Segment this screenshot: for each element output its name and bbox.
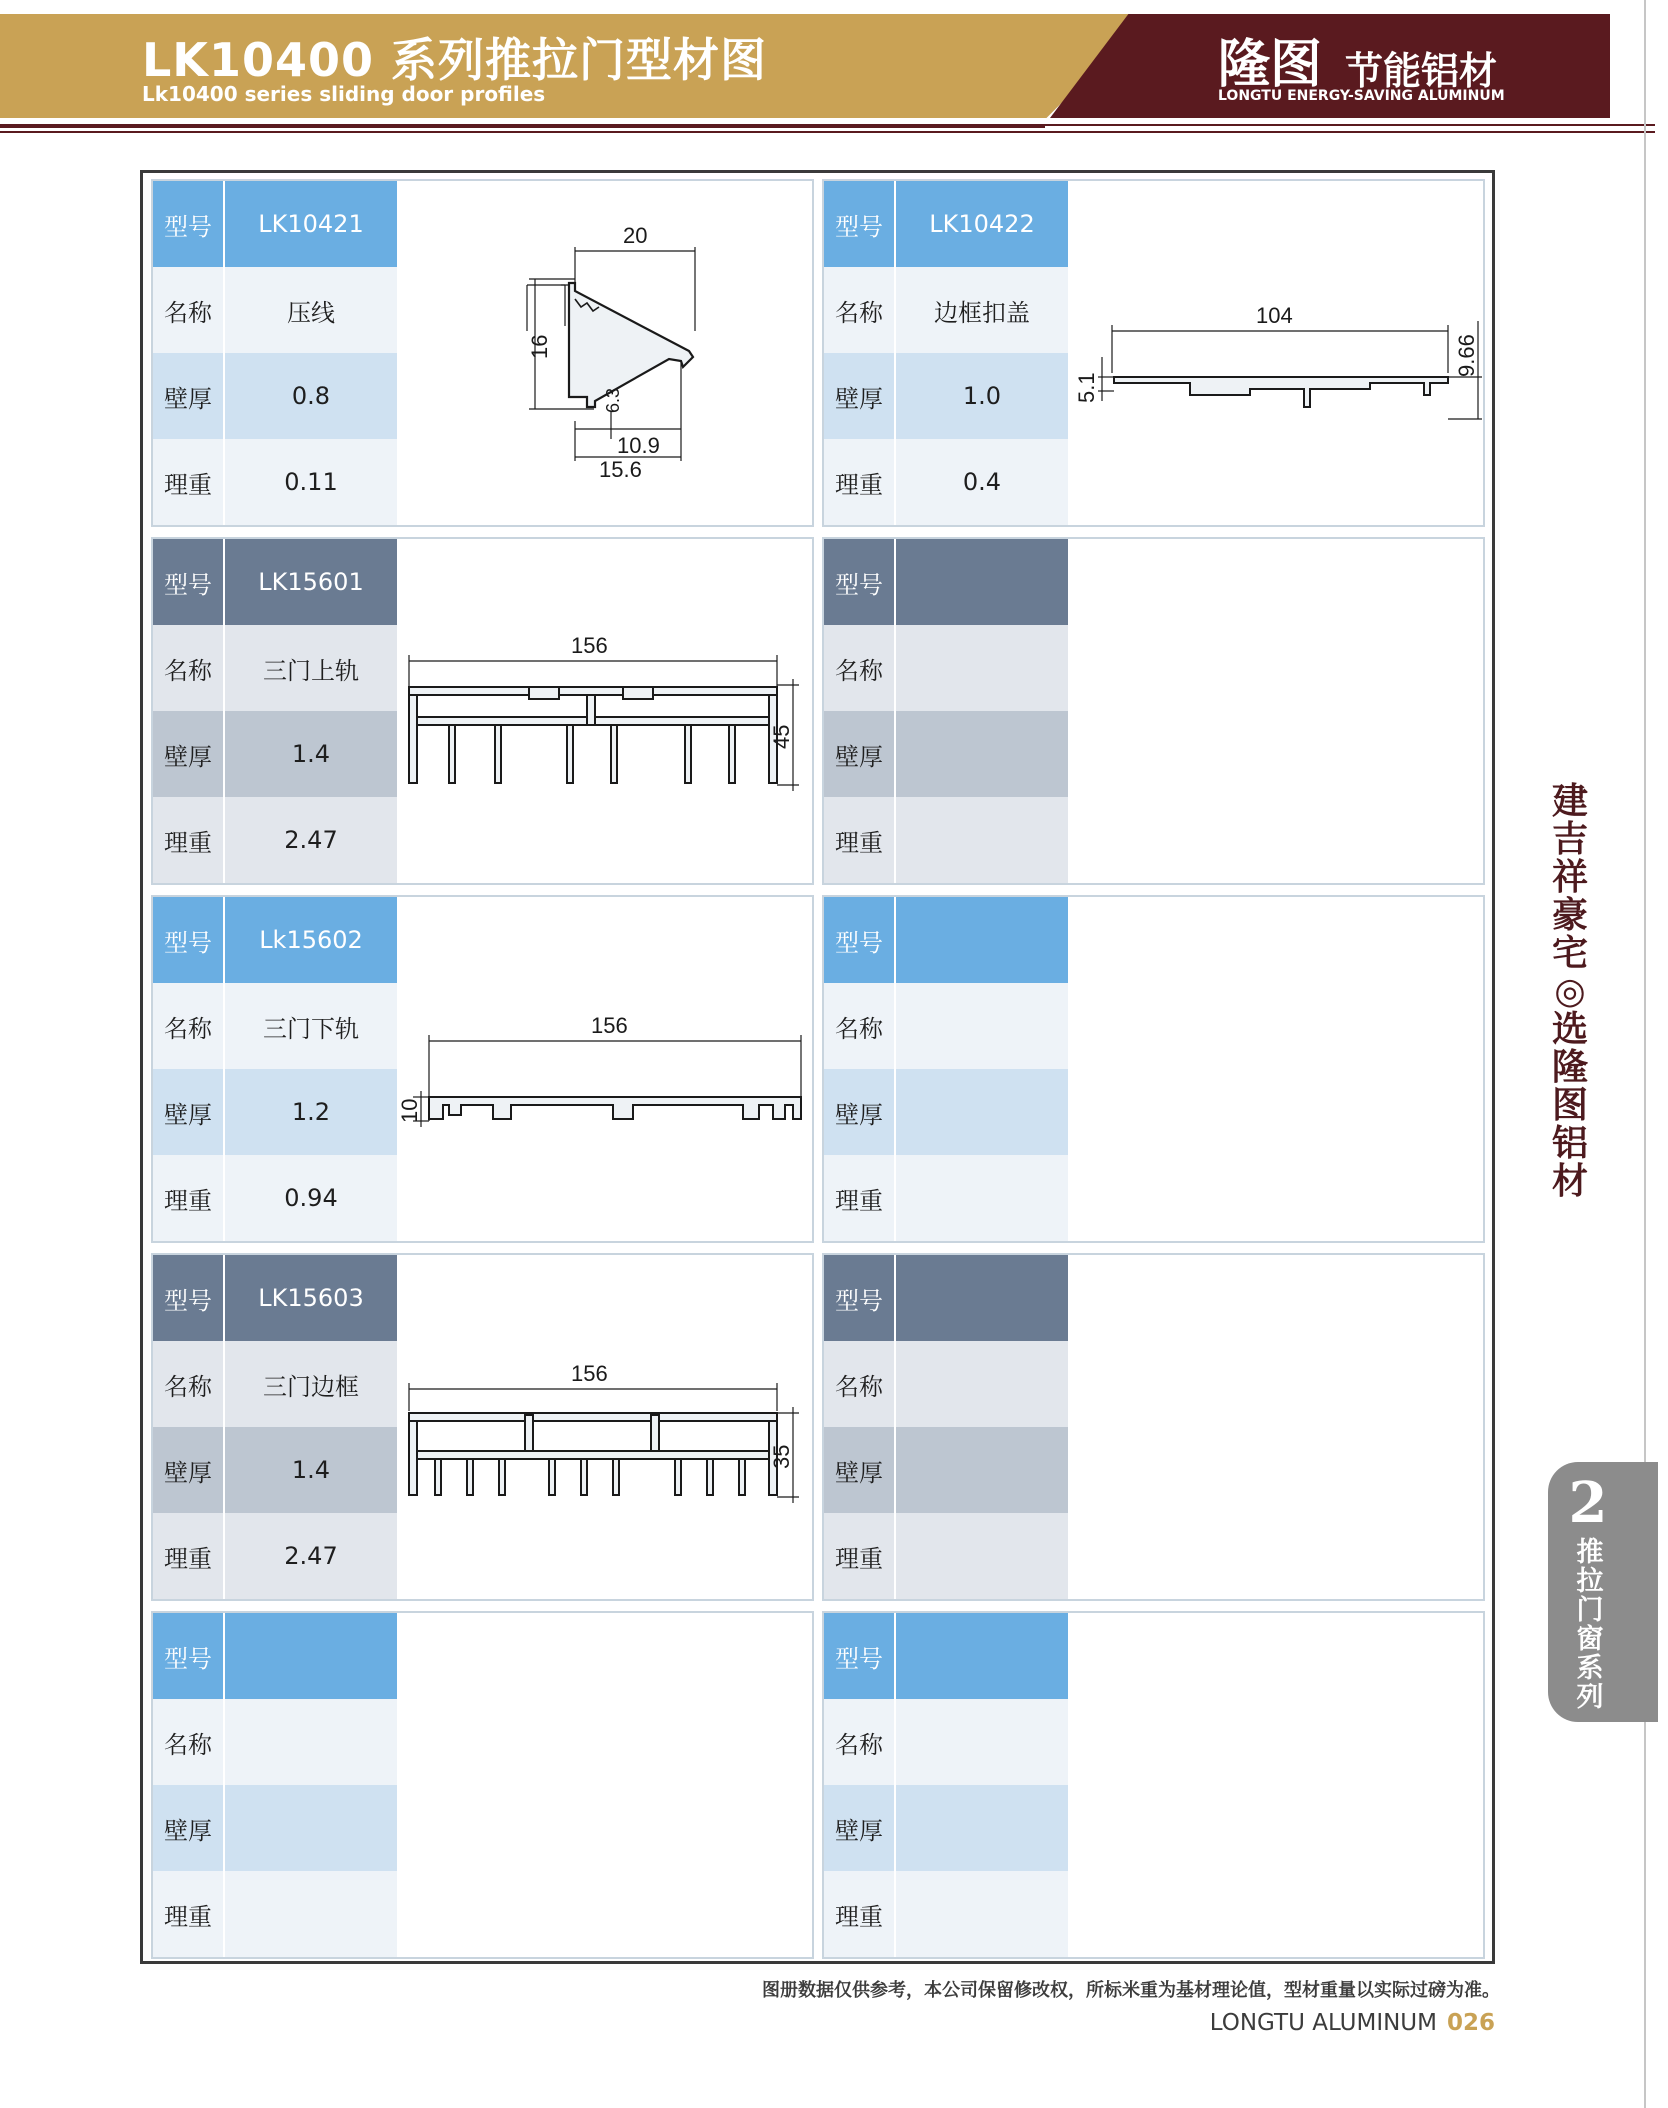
label-name: 名称 [153, 983, 223, 1069]
label-thickness: 壁厚 [153, 711, 223, 797]
slogan-char: 铝 [1551, 1122, 1588, 1164]
footer-brand-name: LONGTU ALUMINUM [1209, 2010, 1437, 2036]
label-weight: 理重 [153, 1871, 223, 1957]
label-name: 名称 [153, 1699, 223, 1785]
row-thickness [824, 1785, 1068, 1871]
value-thickness: 1.2 [225, 1069, 397, 1155]
value-thickness: 0.8 [225, 353, 397, 439]
section-title [1572, 1538, 1608, 1712]
label-model: 型号 [824, 539, 894, 625]
label-name: 名称 [153, 267, 223, 353]
value-thickness [896, 1785, 1068, 1871]
row-thickness [824, 353, 1068, 439]
value-model: Lk15602 [225, 897, 397, 983]
dim-b: 10.9 [617, 433, 660, 458]
slogan-char: 豪 [1551, 894, 1588, 936]
label-name: 名称 [824, 1699, 894, 1785]
profile-card-empty [822, 1611, 1485, 1959]
footer-brand [1100, 2010, 1495, 2036]
brand-tagline: 节能铝材 [1345, 49, 1498, 93]
value-thickness [896, 1069, 1068, 1155]
value-model [225, 1613, 397, 1699]
label-model: 型号 [153, 897, 223, 983]
label-weight: 理重 [824, 1513, 894, 1599]
label-name: 名称 [824, 983, 894, 1069]
page-title: LK10400 系列推拉门型材图 [142, 33, 768, 87]
label-model: 型号 [153, 1613, 223, 1699]
label-weight: 理重 [153, 1155, 223, 1241]
value-name: 三门边框 [225, 1341, 397, 1427]
value-name [896, 983, 1068, 1069]
label-model: 型号 [153, 1255, 223, 1341]
row-name [153, 267, 397, 353]
value-weight [896, 1871, 1068, 1957]
row-weight [824, 1513, 1068, 1599]
value-model [896, 1255, 1068, 1341]
label-model: 型号 [824, 1613, 894, 1699]
value-name [896, 1699, 1068, 1785]
value-name [896, 1341, 1068, 1427]
value-thickness: 1.4 [225, 711, 397, 797]
label-thickness: 壁厚 [153, 1069, 223, 1155]
row-thickness [153, 353, 397, 439]
profile-drawing [399, 897, 811, 1241]
value-model [896, 1613, 1068, 1699]
row-model [153, 181, 397, 267]
label-name: 名称 [824, 267, 894, 353]
profile-drawing [399, 1255, 811, 1599]
row-name [153, 1699, 397, 1785]
label-thickness: 壁厚 [824, 1785, 894, 1871]
label-thickness: 壁厚 [153, 1427, 223, 1513]
row-weight [153, 797, 397, 883]
label-name: 名称 [824, 625, 894, 711]
profile-catalog-frame [140, 170, 1495, 1964]
row-model [824, 181, 1068, 267]
slogan-char: 祥 [1551, 856, 1588, 898]
slogan-char: 图 [1551, 1084, 1588, 1126]
label-weight: 理重 [824, 797, 894, 883]
slogan-char: 建 [1551, 780, 1588, 822]
row-thickness [153, 1427, 397, 1513]
profile-card-empty [822, 895, 1485, 1243]
value-name: 边框扣盖 [896, 267, 1068, 353]
label-model: 型号 [824, 181, 894, 267]
label-name: 名称 [153, 1341, 223, 1427]
value-weight: 0.94 [225, 1155, 397, 1241]
slogan-char: ◎ [1554, 970, 1586, 1012]
value-weight [896, 1513, 1068, 1599]
row-name [153, 983, 397, 1069]
row-weight [153, 439, 397, 525]
profile-card [822, 179, 1485, 527]
brand-logo-text: 隆图 [1218, 34, 1323, 95]
row-weight [824, 797, 1068, 883]
label-weight: 理重 [824, 1155, 894, 1241]
value-thickness [896, 711, 1068, 797]
row-name [824, 625, 1068, 711]
profile-drawing [1070, 181, 1482, 525]
row-weight [153, 1513, 397, 1599]
section-number: 2 [1568, 1470, 1608, 1536]
profile-card [151, 179, 814, 527]
label-thickness: 壁厚 [824, 711, 894, 797]
page-subtitle: Lk10400 series sliding door profiles [142, 82, 546, 106]
label-weight: 理重 [824, 439, 894, 525]
value-weight: 2.47 [225, 797, 397, 883]
value-weight: 0.4 [896, 439, 1068, 525]
profile-card-empty [822, 1253, 1485, 1601]
profile-card [151, 895, 814, 1243]
row-weight [824, 1155, 1068, 1241]
section-tab[interactable] [1548, 1462, 1658, 1722]
header-rule [1040, 131, 1655, 133]
label-weight: 理重 [153, 439, 223, 525]
value-weight [896, 1155, 1068, 1241]
profile-drawing [399, 181, 811, 525]
section-title-char: 推 [1576, 1537, 1604, 1568]
dim-height: 45 [769, 724, 794, 749]
label-thickness: 壁厚 [153, 353, 223, 439]
value-model [896, 897, 1068, 983]
value-thickness [225, 1785, 397, 1871]
row-model [824, 539, 1068, 625]
section-title-char: 系 [1576, 1653, 1604, 1684]
dim-width: 20 [623, 223, 648, 248]
row-name [824, 1341, 1068, 1427]
value-model: LK15601 [225, 539, 397, 625]
value-model: LK10421 [225, 181, 397, 267]
profile-card [151, 537, 814, 885]
page-header [0, 0, 1668, 140]
value-weight [225, 1871, 397, 1957]
header-rule [1045, 124, 1655, 126]
profile-card-empty [822, 537, 1485, 885]
dim-width: 156 [591, 1013, 628, 1038]
value-weight [896, 797, 1068, 883]
value-thickness: 1.4 [225, 1427, 397, 1513]
label-name: 名称 [153, 625, 223, 711]
value-name [225, 1699, 397, 1785]
value-thickness: 1.0 [896, 353, 1068, 439]
label-weight: 理重 [153, 1513, 223, 1599]
row-name [153, 625, 397, 711]
label-weight: 理重 [153, 797, 223, 883]
row-model [824, 897, 1068, 983]
section-title-char: 拉 [1576, 1566, 1604, 1597]
dim-a: 6.3 [603, 387, 623, 413]
row-thickness [824, 1427, 1068, 1513]
value-name: 压线 [225, 267, 397, 353]
label-model: 型号 [153, 181, 223, 267]
page-number: 026 [1446, 2010, 1495, 2036]
value-name [896, 625, 1068, 711]
row-name [824, 267, 1068, 353]
row-weight [153, 1871, 397, 1957]
value-thickness [896, 1427, 1068, 1513]
value-model [896, 539, 1068, 625]
label-name: 名称 [824, 1341, 894, 1427]
row-weight [153, 1155, 397, 1241]
section-title-char: 门 [1576, 1595, 1604, 1626]
row-thickness [824, 1069, 1068, 1155]
dim-width: 156 [571, 1361, 608, 1386]
row-name [824, 983, 1068, 1069]
value-name: 三门下轨 [225, 983, 397, 1069]
row-model [153, 897, 397, 983]
slogan-char: 吉 [1551, 818, 1588, 860]
value-model: LK10422 [896, 181, 1068, 267]
profile-card [151, 1253, 814, 1601]
dim-height: 16 [527, 334, 552, 359]
side-slogan [1548, 782, 1592, 1200]
dim-height: 35 [769, 1444, 794, 1469]
value-name: 三门上轨 [225, 625, 397, 711]
row-model [153, 1255, 397, 1341]
label-thickness: 壁厚 [824, 1069, 894, 1155]
header-rule [0, 131, 1040, 133]
value-weight: 2.47 [225, 1513, 397, 1599]
dim-right: 9.66 [1454, 334, 1479, 377]
row-thickness [153, 1069, 397, 1155]
page-edge-rule [1644, 0, 1646, 2108]
row-thickness [824, 711, 1068, 797]
label-model: 型号 [824, 1255, 894, 1341]
profile-card-empty [151, 1611, 814, 1959]
label-thickness: 壁厚 [824, 1427, 894, 1513]
label-weight: 理重 [824, 1871, 894, 1957]
value-model: LK15603 [225, 1255, 397, 1341]
row-model [153, 539, 397, 625]
label-thickness: 壁厚 [153, 1785, 223, 1871]
row-weight [824, 1871, 1068, 1957]
section-title-char: 窗 [1576, 1624, 1604, 1655]
dim-width: 156 [571, 633, 608, 658]
slogan-char: 选 [1551, 1008, 1588, 1050]
row-weight [824, 439, 1068, 525]
row-name [824, 1699, 1068, 1785]
row-model [824, 1613, 1068, 1699]
dim-left: 5.1 [1074, 372, 1099, 403]
slogan-char: 宅 [1551, 932, 1588, 974]
slogan-char: 材 [1551, 1160, 1588, 1202]
profile-drawing [399, 539, 811, 883]
row-name [153, 1341, 397, 1427]
label-model: 型号 [153, 539, 223, 625]
section-title-char: 列 [1576, 1682, 1604, 1713]
row-thickness [153, 1785, 397, 1871]
value-weight: 0.11 [225, 439, 397, 525]
dim-c: 15.6 [599, 457, 642, 482]
dim-height: 10 [399, 1098, 422, 1123]
label-model: 型号 [824, 897, 894, 983]
row-thickness [153, 711, 397, 797]
header-rule [0, 124, 1045, 128]
footer-disclaimer: 图册数据仅供参考，本公司保留修改权，所标米重为基材理论值，型材重量以实际过磅为准。 [762, 1980, 1500, 2001]
brand-english: LONGTU ENERGY-SAVING ALUMINUM [1218, 88, 1505, 104]
dim-width: 104 [1256, 303, 1293, 328]
label-thickness: 壁厚 [824, 353, 894, 439]
row-model [824, 1255, 1068, 1341]
row-model [153, 1613, 397, 1699]
slogan-char: 隆 [1551, 1046, 1588, 1088]
